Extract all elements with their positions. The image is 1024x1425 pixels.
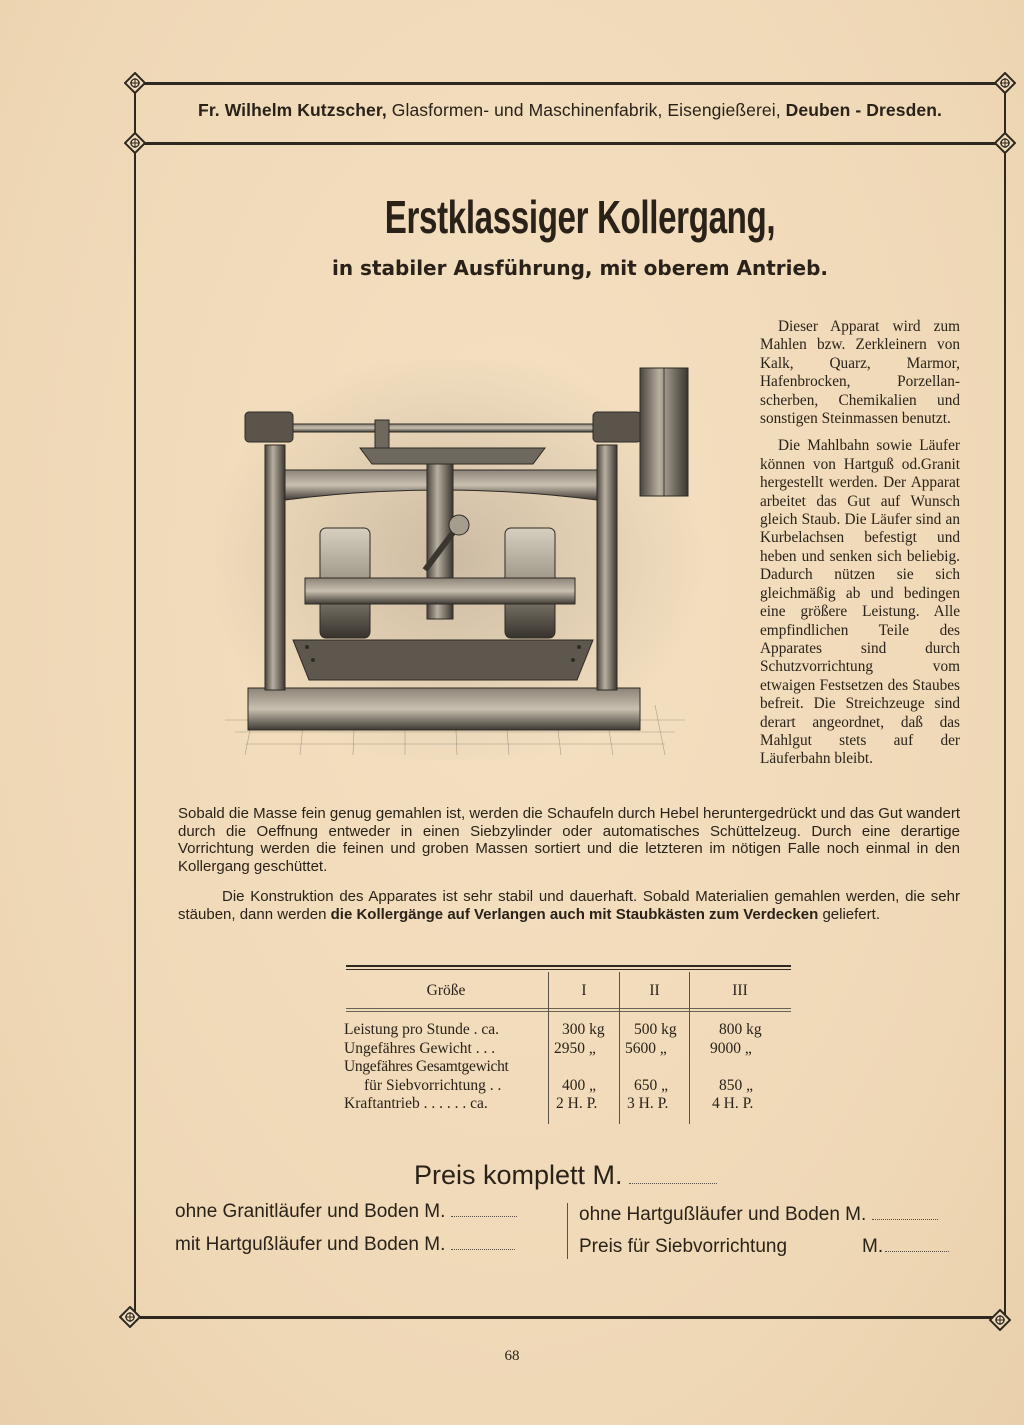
price-fill-line[interactable] [885,1250,949,1252]
spec-header-size: Größe [426,982,466,999]
spec-value: 300 kg [562,1021,605,1038]
price-fill-line[interactable] [872,1218,938,1220]
spec-table-body [344,1021,794,1114]
spec-value: 400 „ [562,1076,597,1094]
description-column [760,318,960,778]
spec-header-size-3: III [732,982,748,999]
spec-table-rule-top [346,965,791,967]
price-fill-line[interactable] [451,1248,515,1250]
price-label: ohne Hartgußläufer und Boden M. [579,1204,867,1225]
price-divider [567,1203,568,1259]
body-emphasis: die Kollergänge auf Verlangen auch mit Staubkästen zum Verdecken [330,905,819,923]
price-complete [414,1160,717,1191]
edge-runner-mill-illustration [215,360,705,760]
spec-row [344,1058,794,1077]
spec-header-size-2: II [649,982,660,999]
spec-value: 3 H. P. [627,1095,669,1112]
spec-value: 2 H. P. [556,1095,598,1112]
spec-value: 9000 „ [710,1039,752,1057]
price-label: mit Hartgußläufer und Boden M. [175,1234,446,1255]
diamond-ornament-icon [124,132,146,154]
page-subtitle: in stabiler Ausführung, mit oberem Antrieb. [332,256,828,280]
price-label: ohne Granitläufer und Boden M. [175,1201,446,1222]
description-paragraph: Die Mahlbahn sowie Läufer können von Hartguß od.Granit hergestellt werden. Der Apparat arbeitet das Gut auf Wunsch gleich Staub. Die Läufer sind an Kurbelachsen befestigt und heben und senken sich beliebig. Dadurch nützen sie sich gleichmäßig ab und bedingen eine größere Leistung. Alle empfindlichen Teile des Apparates sind durch Schutzvorrichtung vom etwaigen Festsetzen des Staubes befreit. Die Streichzeuge sind derart angeordnet, daß das Mahlgut stets auf der Läuferbahn bleibt. [760,437,960,768]
description-paragraph: Dieser Apparat wird zum Mahlen bzw. Zerkleinern von Kalk, Quarz, Marmor, Hafenbrocken, Porzellanscherben, Chemikalien und sonstigen Steinmassen benutzt. [760,318,960,428]
spec-value: 800 kg [719,1021,762,1038]
page-number: 68 [504,1348,520,1364]
diamond-ornament-icon [119,1306,141,1328]
spec-table-rule-top-thin [346,969,791,970]
body-paragraph: Sobald die Masse fein genug gemahlen ist, werden die Schaufeln durch Hebel heruntergedrückt und das Gut wandert durch die Oeffnung entweder in einen Siebzylinder oder automatisches Schüttelzeug. Durch eine derartige Vorrichtung werden die feinen und groben Massen sortiert und die letzteren im nötigen Falle noch einmal in den Kollergang geschüttet. [178,805,960,875]
spec-value: 4 H. P. [712,1095,754,1112]
spec-value: 650 „ [634,1076,669,1094]
price-line [579,1204,938,1226]
company-description: Glasformen- und Maschinenfabrik, Eisengießerei, [391,100,781,120]
left-border-rule [134,84,136,1316]
page-title: Erstklassiger Kollergang, [384,191,776,243]
spec-row [344,1021,794,1040]
spec-header-size-1: I [581,982,587,999]
diamond-ornament-icon [124,72,146,94]
header-bottom-rule [140,142,1002,145]
company-name: Fr. Wilhelm Kutzscher, [198,100,387,120]
price-fill-line[interactable] [629,1182,717,1184]
diamond-ornament-icon [994,132,1016,154]
company-location: Deuben - Dresden. [785,100,942,120]
price-line [579,1236,787,1258]
price-line [175,1201,517,1223]
body-text: geliefert. [818,905,880,923]
body-text: Die Konstruktion des Apparates ist sehr stabil und dauerhaft. Sobald Materialien gemahlen werden, die sehr stäuben, dann werden [178,888,960,923]
price-complete-label: Preis komplett M. [414,1160,623,1190]
spec-table-rule-header [346,1008,791,1009]
price-fill-line[interactable] [451,1215,517,1217]
spec-label: für Siebvorrichtung . . [364,1076,502,1094]
right-border-rule [1004,84,1006,1316]
spec-label: Ungefähres Gesamtgewicht [344,1058,509,1075]
company-header [135,100,1005,121]
spec-table-rule-header [346,1011,791,1012]
price-label: M. [862,1236,884,1257]
spec-label: Leistung pro Stunde . ca. [344,1021,499,1038]
spec-value: 850 „ [719,1076,754,1094]
price-line [862,1236,949,1258]
spec-row [344,1095,794,1114]
diamond-ornament-icon [994,72,1016,94]
spec-label: Kraftantrieb . . . . . . ca. [344,1095,488,1112]
spec-label: Ungefähres Gewicht . . . [344,1039,496,1057]
diamond-ornament-icon [989,1309,1011,1331]
spec-value: 500 kg [634,1021,677,1038]
spec-row [344,1077,794,1096]
spec-value: 2950 „ [554,1039,596,1057]
spec-value: 5600 „ [625,1039,667,1057]
bottom-border-rule [140,1316,1002,1319]
spec-row [344,1040,794,1059]
top-border-rule [140,82,1002,85]
body-paragraph-2 [178,888,960,923]
price-line [175,1234,515,1256]
price-label: Preis für Siebvorrichtung [579,1236,788,1257]
